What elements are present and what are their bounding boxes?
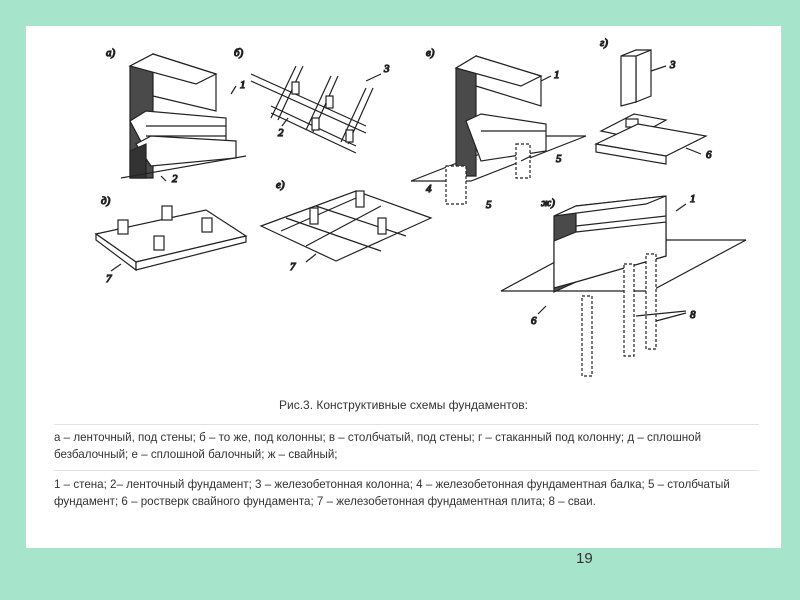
figure-caption: Рис.3. Конструктивные схемы фундаментов: xyxy=(278,398,528,412)
slide-card xyxy=(26,26,781,548)
callout-g-6: 6 xyxy=(706,149,712,161)
panel-v-column-foundation xyxy=(411,47,586,211)
legend-components: 1 – стена; 2– ленточный фундамент; 3 – железобетонная колонна; 4 – железобетонная фундаментная балка; 5 – столбчатый фундамент; 6 – ростверк свайного фундамента; 7 – железобетонная фундаментная плита; 8 – сваи. xyxy=(54,478,730,508)
foundation-diagram xyxy=(26,26,781,401)
callout-a-1: 1 xyxy=(240,79,246,91)
panel-e-ribbed-slab xyxy=(261,179,431,273)
callout-g-3: 3 xyxy=(670,59,676,71)
callout-e-7: 7 xyxy=(290,261,296,273)
callout-zh-1: 1 xyxy=(690,193,696,205)
page-number: 19 xyxy=(576,550,593,567)
panel-letter-zh: ж) xyxy=(541,197,555,209)
separator xyxy=(54,470,759,471)
panel-zh-pile-foundation xyxy=(501,193,746,376)
callout-v-1: 1 xyxy=(554,69,560,81)
callout-a-2: 2 xyxy=(172,173,178,185)
panel-letter-a: а) xyxy=(106,47,116,59)
callout-b-3: 3 xyxy=(384,63,390,75)
callout-zh-6: 6 xyxy=(531,315,537,327)
panel-letter-g: г) xyxy=(600,37,608,49)
panel-b-strip-grid xyxy=(234,47,390,153)
callout-d-7: 7 xyxy=(106,273,112,285)
callout-v-5b: 5 xyxy=(486,199,492,211)
panel-g-socket-foundation xyxy=(596,37,712,164)
panel-d-solid-slab xyxy=(96,195,246,285)
callout-v-5a: 5 xyxy=(556,153,562,165)
callout-v-4: 4 xyxy=(426,183,432,195)
legend-foundation-types: а – ленточный, под стены; б – то же, под колонны; в – столбчатый, под стены; г – стаканный под колонну; д – сплошной безбалочный; е – сплошной балочный; ж – свайный; xyxy=(54,431,702,461)
callout-b-2: 2 xyxy=(278,127,284,139)
separator xyxy=(54,424,759,425)
panel-a-strip-foundation xyxy=(106,47,246,185)
panel-letter-b: б) xyxy=(234,47,244,59)
panel-letter-d: д) xyxy=(101,195,111,207)
callout-zh-8: 8 xyxy=(690,309,696,321)
panel-letter-e: е) xyxy=(276,179,285,191)
panel-letter-v: в) xyxy=(426,47,435,59)
